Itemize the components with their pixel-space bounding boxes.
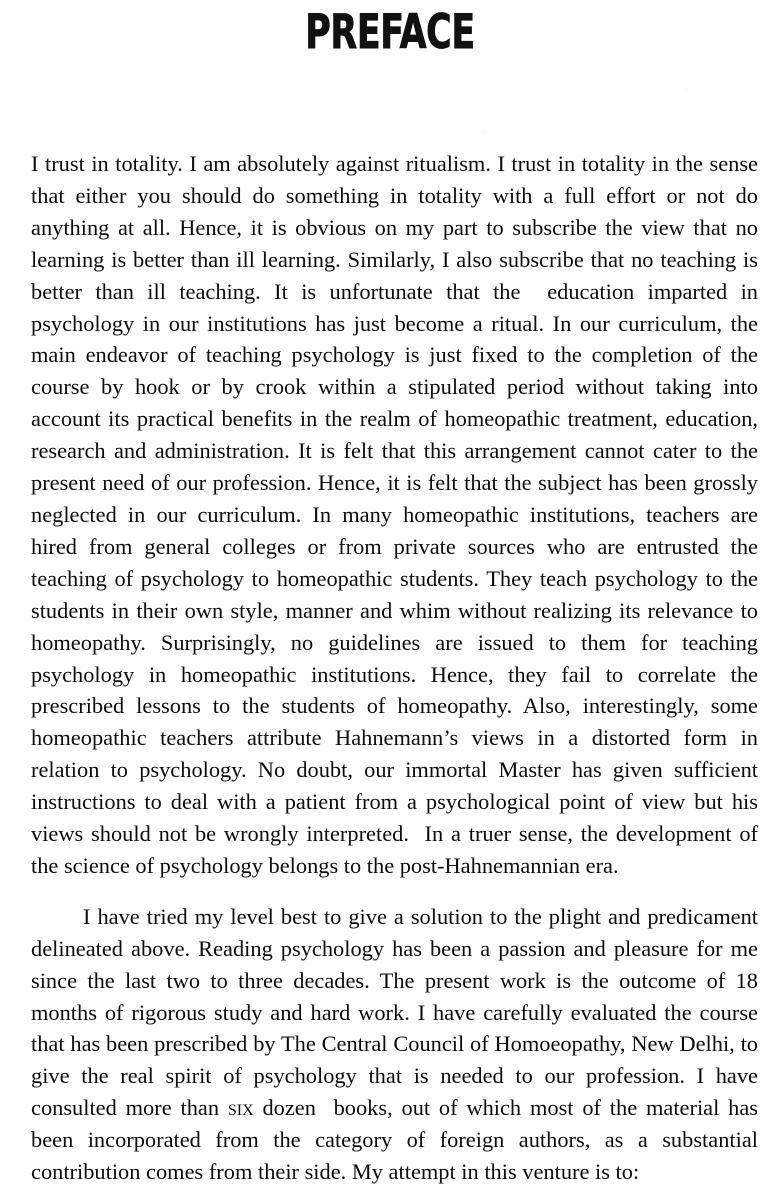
paragraph-1: I trust in totality. I am absolutely against ritualism. I trust in totality in the sense that either you should do something in totality with a full effort or not do anything at all. Hence, it is obvious on my part to subscribe the view that no learning is better than ill learning. Similarly, I also subscribe that no teaching is better than ill teaching. It is unfortunate that the education imparted in psychology in our institutions has just become a ritual. In our curriculum, the main endeavor of teaching psychology is just fixed to the completion of the course by hook or by crook within a stipulated period without taking into account its practical benefits in the realm of homeopathic treatment, education, research and administration. It is felt that this arrangement cannot cater to the present need of our profession. Hence, it is felt that the subject has been grossly neglected in our curriculum. In many homeopathic institutions, teachers are hired from general colleges or from private sources who are entrusted the teaching of psychology to homeopathic students. They teach psychology to the students in their own style, manner and whim without realizing its relevance to homeopathy. Surprisingly, no guidelines are issued to them for teaching psychology in homeopathic institutions. Hence, they fail to correlate the prescribed lessons to the students of homeopathy. Also, interestingly, some homeopathic teachers attribute Hahnemann’s views in a distorted form in relation to psychology. No doubt, our immortal Master has given sufficient instructions to deal with a patient from a psychological point of view but his views should not be wrongly interpreted. In a truer sense, the development of the science of psychology belongs to the post-Hahnemannian era. xyxy=(31,151,764,878)
paragraph-2 xyxy=(31,901,770,1188)
document-body xyxy=(31,148,770,1188)
paragraph-2-smallcaps-word: six xyxy=(227,1095,254,1121)
paragraph-2-text-before: I have tried my level best to give a solution to the plight and predicament delineated above. Reading psychology has been a passion and pleasure for me since the last two to three decades. The present work is the outcome of 18 months of rigorous study and hard work. I have carefully evaluated the course that has been prescribed by The Central Council of Homoeopathy, New Delhi, to give the real spirit of psychology that is needed to our profession. I have consulted more than xyxy=(31,903,770,1121)
paragraph-2-text-after: dozen books, out of which most of the material has been incorporated from the category of foreign authors, as a substantial contribution comes from their side. My attempt in this venture is to: xyxy=(31,1095,764,1185)
page-title: PREFACE xyxy=(305,5,475,60)
